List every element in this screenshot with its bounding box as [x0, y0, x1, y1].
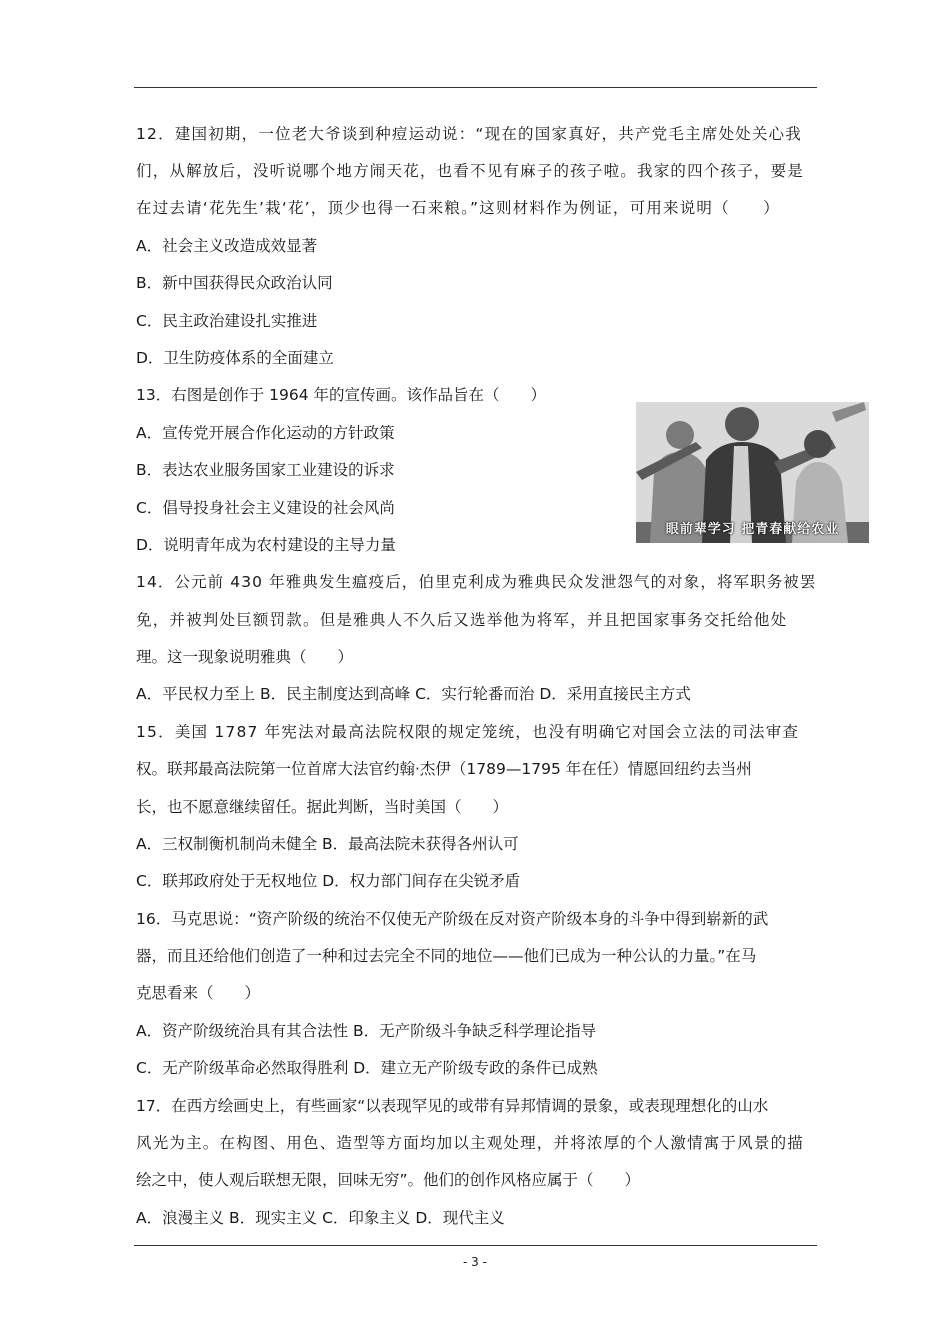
q15-stem-line1: 15．美国 1787 年宪法对最高法院权限的规定笼统，也没有明确它对国会立法的司法审查: [136, 723, 800, 741]
page-number: - 3 -: [463, 1255, 487, 1269]
q13-option-a: A．宣传党开展合作化运动的方针政策: [136, 424, 395, 442]
q13-stem: 13．右图是创作于 1964 年的宣传画。该作品旨在（ ）: [136, 386, 547, 404]
propaganda-poster-image: [636, 402, 869, 543]
q15-stem-line2: 权。联邦最高法院第一位首席大法官约翰·杰伊（1789—1795 年在任）情愿回纽约去当州: [136, 760, 752, 778]
q13-option-c: C．倡导投身社会主义建设的社会风尚: [136, 499, 395, 517]
q16-stem-line3: 克思看来（ ）: [136, 984, 261, 1002]
q15-stem-line3: 长，也不愿意继续留任。据此判断，当时美国（ ）: [136, 798, 509, 816]
q14-stem-line2: 免，并被判处巨额罚款。但是雅典人不久后又选举他为将军，并且把国家事务交托给他处: [136, 611, 788, 629]
q17-options: A．浪漫主义 B．现实主义 C．印象主义 D．现代主义: [136, 1209, 505, 1227]
q14-options: A．平民权力至上 B．民主制度达到高峰 C．实行轮番而治 D．采用直接民主方式: [136, 685, 691, 703]
q15-options-row1: A．三权制衡机制尚未健全 B．最高法院未获得各州认可: [136, 835, 519, 853]
q12-option-a: A．社会主义改造成效显著: [136, 237, 318, 255]
q17-stem-line2: 风光为主。在构图、用色、造型等方面均加以主观处理，并将浓厚的个人激情寓于风景的描: [136, 1134, 805, 1152]
q12-option-d: D．卫生防疫体系的全面建立: [136, 349, 334, 367]
q16-options-row2: C．无产阶级革命必然取得胜利 D．建立无产阶级专政的条件已成熟: [136, 1059, 598, 1077]
q16-stem-line1: 16．马克思说：“资产阶级的统治不仅使无产阶级在反对资产阶级本身的斗争中得到崭新的武: [136, 910, 769, 928]
q17-stem-line1: 17．在西方绘画史上，有些画家“以表现罕见的或带有异邦情调的景象，或表现理想化的山水: [136, 1097, 769, 1115]
q16-stem-line2: 器，而且还给他们创造了一种和过去完全不同的地位——他们已成为一种公认的力量。”在马: [136, 947, 757, 965]
q13-option-d: D．说明青年成为农村建设的主导力量: [136, 536, 396, 554]
q12-option-c: C．民主政治建设扎实推进: [136, 312, 318, 330]
q14-stem-line1: 14．公元前 430 年雅典发生瘟疫后，伯里克利成为雅典民众发泄怨气的对象，将军职务被罢: [136, 573, 817, 591]
q12-stem-line2: 们，从解放后，没听说哪个地方闹天花，也看不见有麻子的孩子啦。我家的四个孩子，要是: [136, 162, 805, 180]
footer-rule: [134, 1245, 817, 1246]
poster-caption: 眼前辈学习 把青春献给农业: [665, 522, 840, 537]
q17-stem-line3: 绘之中，使人观后联想无限，回味无穷”。他们的创作风格应属于（ ）: [136, 1171, 641, 1189]
q16-options-row1: A．资产阶级统治具有其合法性 B．无产阶级斗争缺乏科学理论指导: [136, 1022, 597, 1040]
q15-options-row2: C．联邦政府处于无权地位 D．权力部门间存在尖锐矛盾: [136, 872, 521, 890]
q13-option-b: B．表达农业服务国家工业建设的诉求: [136, 461, 395, 479]
q14-stem-line3: 理。这一现象说明雅典（ ）: [136, 648, 354, 666]
header-rule: [134, 87, 817, 88]
q12-option-b: B．新中国获得民众政治认同: [136, 274, 333, 292]
q12-stem-line3: 在过去请‘花先生’栽‘花’，顶少也得一石来粮。”这则材料作为例证，可用来说明（ ）: [136, 199, 780, 217]
q12-stem-line1: 12．建国初期，一位老大爷谈到种痘运动说：“现在的国家真好，共产党毛主席处处关心我: [136, 125, 802, 143]
